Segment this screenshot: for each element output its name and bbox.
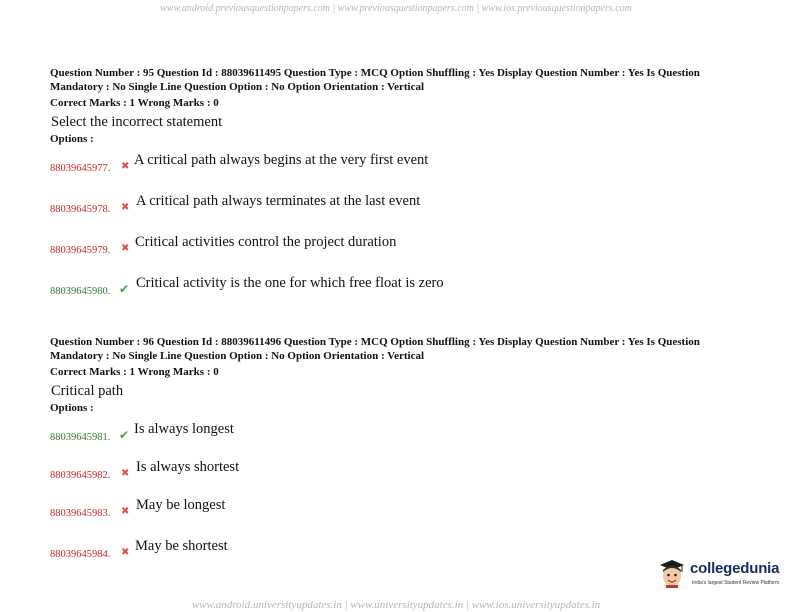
check-icon: ✔	[119, 282, 130, 296]
option-id: 88039645982.	[50, 470, 111, 481]
question-marks: Correct Marks : 1 Wrong Marks : 0	[50, 366, 219, 378]
logo-tagline: India's largest Student Review Platform	[692, 580, 780, 586]
watermark-bottom: www.android.universityupdates.in | www.universityupdates.in | www.ios.universityupdates.in	[191, 599, 601, 611]
question-meta-line2: Mandatory : No Single Line Question Option : No Option Orientation : Vertical	[50, 81, 425, 93]
question-text: Critical path	[51, 383, 124, 399]
collegedunia-logo	[658, 554, 788, 596]
question-meta-line1: Question Number : 96 Question Id : 88039611496 Question Type : MCQ Option Shuffling : Yes Display Question Number : Yes Is Question	[50, 336, 700, 348]
question-95	[50, 66, 750, 145]
question-96	[50, 335, 750, 414]
options-label: Options :	[50, 133, 94, 145]
option-id: 88039645979.	[50, 245, 111, 256]
student-mascot-icon	[658, 558, 686, 588]
option-id: 88039645980.	[50, 286, 111, 297]
cross-icon: ✖	[121, 161, 130, 172]
option-text: A critical path always terminates at the last event	[136, 193, 421, 209]
option-id: 88039645983.	[50, 508, 111, 519]
cross-icon: ✖	[121, 243, 130, 254]
option-id: 88039645978.	[50, 204, 111, 215]
cross-icon: ✖	[121, 547, 130, 558]
question-meta-line1: Question Number : 95 Question Id : 88039611495 Question Type : MCQ Option Shuffling : Yes Display Question Number : Yes Is Question	[50, 67, 700, 79]
question-text: Select the incorrect statement	[51, 114, 223, 130]
cross-icon: ✖	[121, 202, 130, 213]
option-id: 88039645977.	[50, 163, 111, 174]
question-meta	[50, 335, 750, 363]
cross-icon: ✖	[121, 506, 130, 517]
option-text: Is always shortest	[136, 459, 240, 475]
check-icon: ✔	[119, 428, 130, 442]
option-text: Critical activity is the one for which free float is zero	[136, 275, 444, 291]
question-meta-line2: Mandatory : No Single Line Question Option : No Option Orientation : Vertical	[50, 350, 425, 362]
question-meta	[50, 66, 750, 94]
option-text: Is always longest	[134, 421, 234, 437]
option-id: 88039645984.	[50, 549, 111, 560]
logo-name: collegedunia	[690, 560, 780, 577]
option-text: May be longest	[136, 497, 226, 513]
option-id: 88039645981.	[50, 432, 111, 443]
option-text: A critical path always begins at the very first event	[134, 152, 429, 168]
option-text: Critical activities control the project duration	[135, 234, 397, 250]
options-label: Options :	[50, 402, 94, 414]
question-marks: Correct Marks : 1 Wrong Marks : 0	[50, 97, 219, 109]
cross-icon: ✖	[121, 468, 130, 479]
watermark-top: www.android.previousquestionpapers.com | www.previousquestionpapers.com | www.ios.previousquestionpapers.com	[160, 3, 632, 14]
option-text: May be shortest	[135, 538, 228, 554]
